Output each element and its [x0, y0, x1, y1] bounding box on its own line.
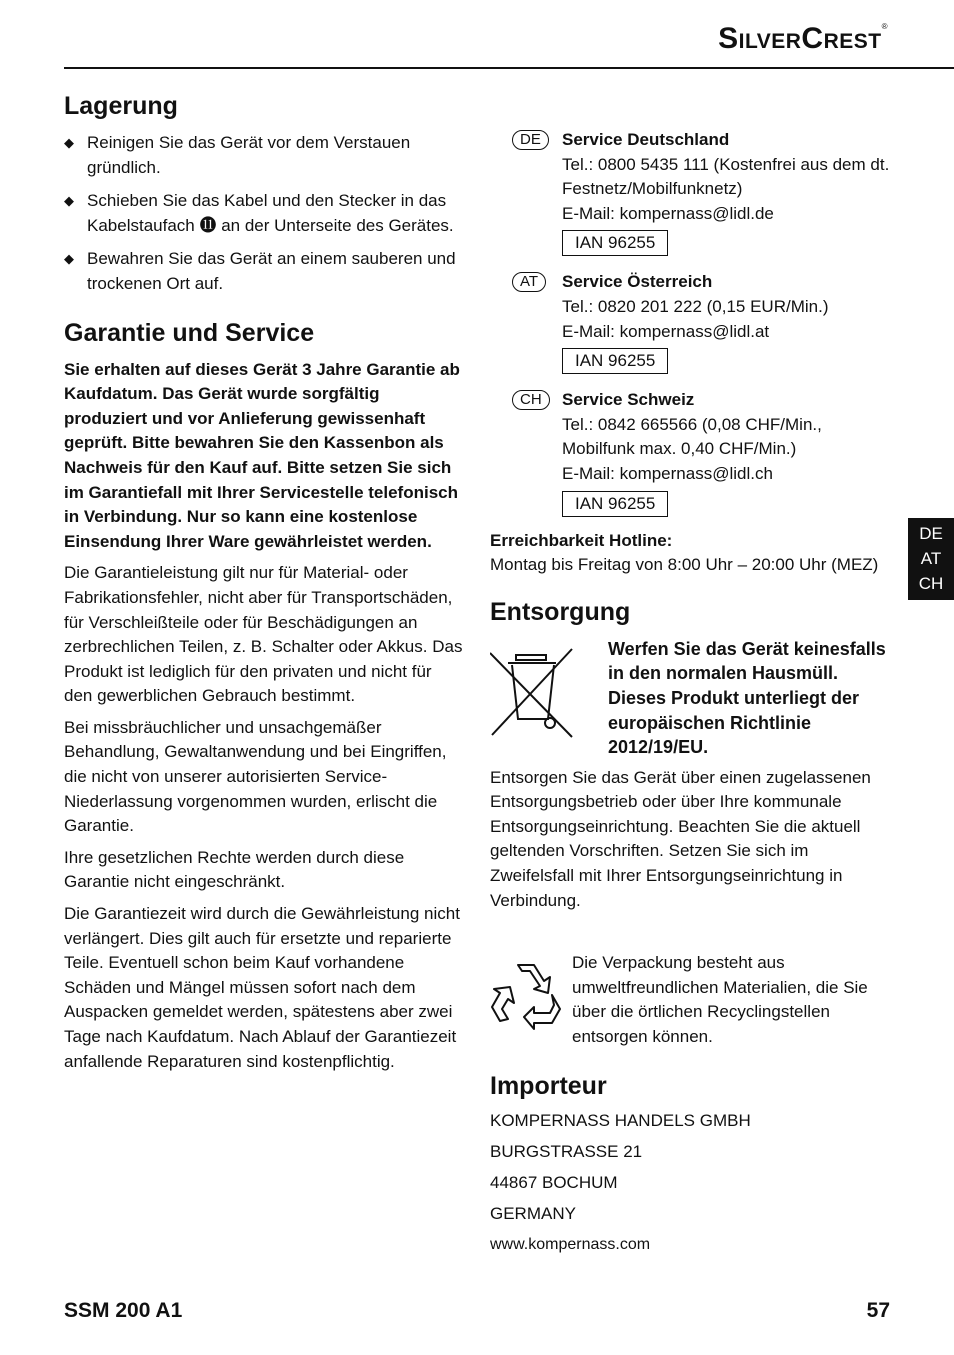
ian-box: IAN 96255: [562, 491, 668, 517]
service-title: Service Deutschland: [562, 130, 730, 149]
service-title: Service Österreich: [562, 272, 713, 292]
packaging-text: Die Verpackung besteht aus umweltfreundlichen Materialien, die Sie über die örtlichen Recyclingstellen entsorgen können.: [572, 953, 868, 1047]
service-de: [490, 128, 890, 256]
importeur-line: KOMPERNASS HANDELS GMBH: [490, 1110, 751, 1130]
entsorgung-text: Entsorgen Sie das Gerät über einen zugelassenen Entsorgungsbetrieb oder über Ihre kommunale Entsorgungseinrichtung. Beachten Sie die aktuell geltenden Vorschriften. Setzen Sie sich im Zweifelsfall mit Ihrer Entsorgungseinrichtung in Verbindung.: [490, 767, 871, 910]
weee-notice: [490, 637, 890, 760]
garantie-paragraph: Die Garantiezeit wird durch die Gewährleistung nicht verlängert. Dies gilt auch für ersetzte und reparierte Teile. Eventuell schon beim Kauf vorhandene Schäden und Mängel müssen sofort nach dem Auspacken gemeldet werden, spätestens aber zwei Tage nach Kaufdatum. Nach Ablauf der Garantiezeit anfallende Reparaturen sind kostenpflichtig.: [64, 904, 460, 1071]
lagerung-list: [64, 131, 464, 297]
brand-logo: SilverCrest®: [718, 22, 888, 55]
importeur-line: 44867 BOCHUM: [490, 1172, 618, 1192]
recycling-icon: [490, 959, 566, 1031]
garantie-paragraph: Bei missbräuchlicher und unsachgemäßer Behandlung, Gewaltanwendung und bei Eingriffen, die nicht von unserer autorisierten Service-Niederlassung vorgenommen wurden, erlischt die Garantie.: [64, 717, 447, 836]
weee-warning: Werfen Sie das Gerät keinesfalls in den normalen Hausmüll. Dieses Produkt unterliegt der europäischen Richtlinie 2012/19/EU.: [608, 638, 886, 758]
packaging-notice: [490, 951, 890, 1049]
country-badge: CH: [512, 390, 550, 410]
country-badge: AT: [512, 272, 546, 292]
crossed-bin-icon: [490, 647, 574, 739]
footer: [64, 1299, 890, 1323]
importeur-website: www.kompernass.com: [490, 1235, 651, 1253]
language-code: DE: [919, 524, 943, 543]
heading-garantie: Garantie und Service: [64, 318, 315, 347]
heading-lagerung: Lagerung: [64, 92, 178, 120]
hotline-text: Montag bis Freitag von 8:00 Uhr – 20:00 Uhr (MEZ): [490, 555, 879, 575]
heading-entsorgung: Entsorgung: [490, 597, 631, 626]
list-item: ◆ Reinigen Sie das Gerät vor dem Verstauen gründlich.: [64, 131, 464, 180]
importeur-line: GERMANY: [490, 1203, 576, 1223]
language-tab: [908, 518, 954, 600]
garantie-paragraph: Ihre gesetzlichen Rechte werden durch diese Garantie nicht eingeschränkt.: [64, 847, 405, 892]
service-phone: Tel.: 0842 665566 (0,08 CHF/Min., Mobilfunk max. 0,40 CHF/Min.): [562, 414, 822, 459]
left-column: [64, 92, 464, 1081]
service-title: Service Schweiz: [562, 390, 695, 410]
heading-importeur: Importeur: [490, 1071, 607, 1100]
importeur-section: [490, 1072, 890, 1260]
service-phone: Tel.: 0800 5435 111 (Kostenfrei aus dem dt. Festnetz/Mobilfunknetz): [562, 154, 890, 199]
garantie-paragraph: Die Garantieleistung gilt nur für Material- oder Fabrikationsfehler, nicht aber für Transportschäden, für Verschleißteile oder für Beschädigungen an zerbrechlichen Teilen, z. B. Schalter oder Akkus. Das Produkt ist lediglich für den privaten und nicht für den gewerblichen Gebrauch bestimmt.: [64, 563, 463, 706]
header-rule: [64, 67, 954, 69]
language-code: CH: [918, 574, 944, 593]
model-number: SSM 200 A1: [64, 1299, 183, 1322]
ian-box: IAN 96255: [562, 348, 668, 374]
language-code: AT: [920, 549, 942, 568]
service-at: [490, 270, 890, 374]
service-email: E-Mail: kompernass@lidl.at: [562, 321, 770, 341]
hotline-title: Erreichbarkeit Hotline:: [490, 530, 673, 550]
country-badge: DE: [512, 130, 549, 150]
page-number: 57: [866, 1299, 890, 1322]
list-item: ◆ Bewahren Sie das Gerät an einem sauberen und trockenen Ort auf.: [64, 247, 464, 296]
service-email: E-Mail: kompernass@lidl.de: [562, 203, 774, 223]
garantie-intro: Sie erhalten auf dieses Gerät 3 Jahre Garantie ab Kaufdatum. Das Gerät wurde sorgfältig produziert und vor Anlieferung gewissenhaft geprüft. Bitte bewahren Sie den Kassenbon als Nachweis für den Kauf auf. Bitte setzen Sie sich im Garantiefall mit Ihrer Servicestelle telefonisch in Verbindung. Nur so kann eine kostenlose Einsendung Ihrer Ware gewährleistet werden.: [64, 359, 460, 551]
importeur-line: BURGSTRASSE 21: [490, 1141, 643, 1161]
list-item: ◆ Schieben Sie das Kabel und den Stecker in das Kabelstaufach ⓫ an der Unterseite des Gerätes.: [64, 189, 464, 238]
service-phone: Tel.: 0820 201 222 (0,15 EUR/Min.): [562, 296, 829, 316]
service-ch: [490, 388, 890, 516]
service-email: E-Mail: kompernass@lidl.ch: [562, 463, 773, 483]
ian-box: IAN 96255: [562, 230, 668, 256]
right-column: [490, 128, 890, 1260]
